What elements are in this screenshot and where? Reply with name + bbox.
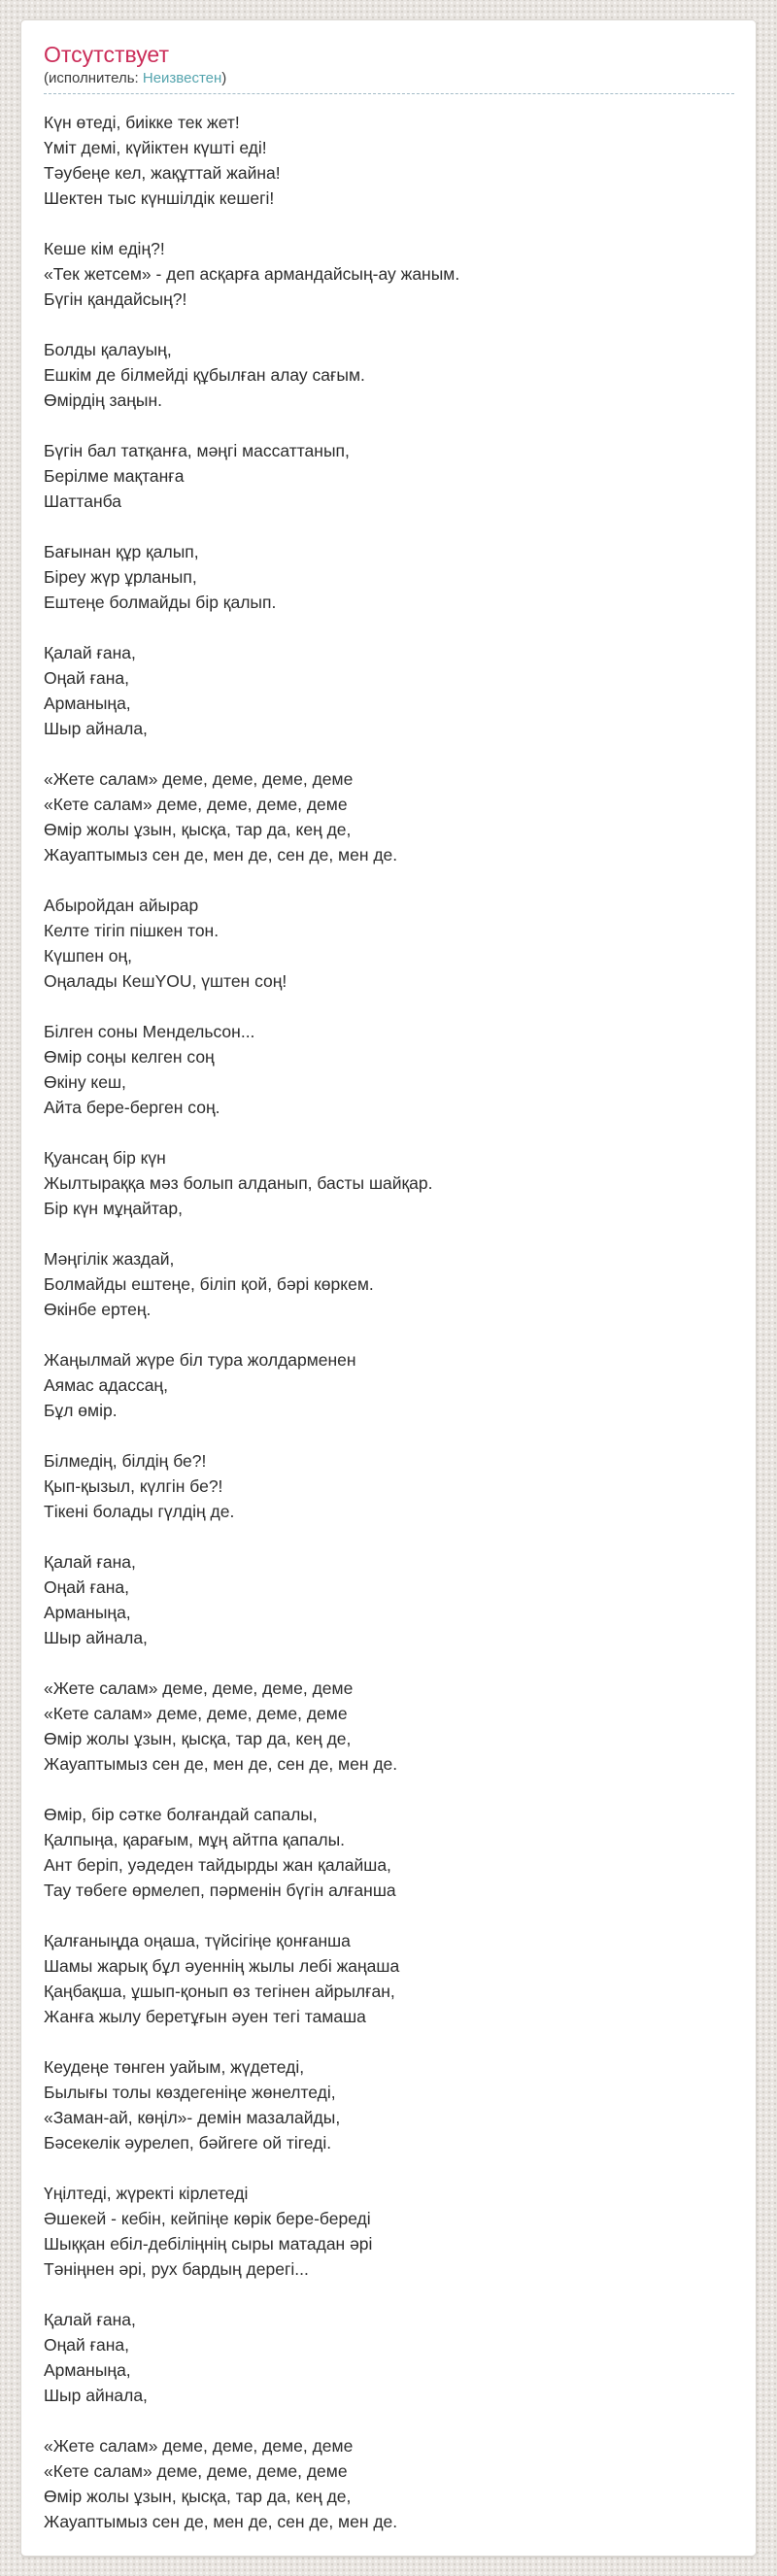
lyric-line: Арманыңа, xyxy=(44,2360,131,2380)
stanza xyxy=(44,539,734,615)
lyric-line: Бір күн мұңайтар, xyxy=(44,1199,183,1218)
lyric-line: Өкінбе ертең. xyxy=(44,1300,152,1319)
stanza xyxy=(44,1802,734,1903)
lyric-line: Ешкім де білмейді құбылған алау сағым. xyxy=(44,365,365,385)
lyric-line: Айта бере-берген соң. xyxy=(44,1098,220,1117)
lyric-line: Өмір жолы ұзын, қысқа, тар да, кең де, xyxy=(44,1729,352,1748)
lyric-line: «Заман-ай, көңіл»- демін мазалайды, xyxy=(44,2108,341,2127)
lyric-line: Бәсекелік әурелеп, бәйгеге ой тігеді. xyxy=(44,2133,332,2152)
lyric-line: Қалай ғана, xyxy=(44,2310,136,2329)
lyric-line: Жауаптымыз сен де, мен де, сен де, мен де. xyxy=(44,2512,398,2531)
lyric-line: Арманыңа, xyxy=(44,694,131,713)
lyric-line: Абыройдан айырар xyxy=(44,896,199,915)
lyric-line: Қалай ғана, xyxy=(44,1552,136,1572)
stanza xyxy=(44,2054,734,2155)
stanza xyxy=(44,1019,734,1120)
lyric-line: Үміт демі, күйіктен күшті еді! xyxy=(44,138,267,157)
lyric-line: Келте тігіп пішкен тон. xyxy=(44,921,220,940)
lyric-line: «Кете салам» деме, деме, деме, деме xyxy=(44,2461,348,2481)
lyric-line: Аямас адассаң, xyxy=(44,1375,168,1395)
lyric-line: Оңай ғана, xyxy=(44,1577,130,1597)
lyric-line: Жанға жылу беретұғын әуен тегі тамаша xyxy=(44,2007,366,2026)
lyric-line: Ештеңе болмайды бір қалып. xyxy=(44,593,277,612)
lyric-line: Ант беріп, уәдеден тайдырды жан қалайша, xyxy=(44,1855,391,1875)
lyric-line: Жылтыраққа мәз болып алданып, басты шайқар. xyxy=(44,1173,433,1193)
lyric-line: Жауаптымыз сен де, мен де, сен де, мен де. xyxy=(44,845,398,864)
lyric-line: Бүгін қандайсың?! xyxy=(44,289,187,309)
lyric-line: Шыр айнала, xyxy=(44,1628,148,1647)
artist-label-suffix: ) xyxy=(221,70,227,86)
lyric-line: Өмір, бір сәтке болғандай сапалы, xyxy=(44,1805,318,1824)
stanza xyxy=(44,236,734,312)
lyric-line: Тікені болады гүлдің де. xyxy=(44,1502,235,1521)
lyric-line: Шыр айнала, xyxy=(44,2386,148,2405)
lyric-line: «Кете салам» деме, деме, деме, деме xyxy=(44,1704,348,1723)
lyric-line: Оңай ғана, xyxy=(44,2335,130,2355)
lyric-line: «Жете салам» деме, деме, деме, деме xyxy=(44,769,354,789)
lyric-line: Күн өтеді, биікке тек жет! xyxy=(44,113,240,132)
lyric-line: Мәңгілік жаздай, xyxy=(44,1249,175,1269)
artist-link[interactable]: Неизвестен xyxy=(142,70,222,86)
stanza xyxy=(44,1145,734,1221)
stanza xyxy=(44,1246,734,1322)
stanza xyxy=(44,2307,734,2408)
stanza xyxy=(44,1549,734,1650)
lyric-line: Шамы жарық бұл әуеннің жылы лебі жаңаша xyxy=(44,1956,400,1976)
lyric-line: Жаңылмай жүре біл тура жолдарменен xyxy=(44,1350,356,1370)
lyric-line: Біреу жүр ұрланып, xyxy=(44,567,197,587)
lyrics xyxy=(44,110,734,2534)
lyric-line: Өмірдің заңын. xyxy=(44,390,163,410)
lyric-line: Өмір жолы ұзын, қысқа, тар да, кең де, xyxy=(44,820,352,839)
lyric-line: Бүгін бал татқанға, мәңгі массаттанып, xyxy=(44,441,350,460)
lyric-line: Күшпен оң, xyxy=(44,946,132,966)
lyric-line: Шыққан ебіл-дебіліңнің сыры матадан әрі xyxy=(44,2234,373,2254)
lyric-line: Былығы толы көздегеніңе жөнелтеді, xyxy=(44,2083,336,2102)
lyric-line: «Жете салам» деме, деме, деме, деме xyxy=(44,1678,354,1698)
lyric-line: Берілме мақтанға xyxy=(44,466,185,486)
lyric-line: Болмайды ештеңе, біліп қой, бәрі көркем. xyxy=(44,1274,374,1294)
stanza xyxy=(44,337,734,413)
stanza xyxy=(44,1448,734,1524)
stanza xyxy=(44,893,734,994)
lyric-line: Шаттанба xyxy=(44,491,121,511)
lyric-line: Кеше кім едің?! xyxy=(44,239,165,258)
stanza xyxy=(44,2181,734,2282)
stanza xyxy=(44,1928,734,2029)
lyric-line: Кеудеңе төнген уайым, жүдетеді, xyxy=(44,2057,305,2077)
card-inner xyxy=(21,20,756,2534)
lyric-line: Өмір соңы келген соң xyxy=(44,1047,215,1067)
stanza xyxy=(44,110,734,211)
lyric-line: Бағынан құр қалып, xyxy=(44,542,199,561)
lyric-line: Шыр айнала, xyxy=(44,719,148,738)
lyric-line: Білген соны Мендельсон... xyxy=(44,1022,255,1041)
artist-label-prefix: (исполнитель: xyxy=(44,70,143,86)
lyric-line: «Тек жетсем» - деп асқарға армандайсың-ау жаным. xyxy=(44,264,460,284)
lyric-line: Қаңбақша, ұшып-қонып өз тегінен айрылған, xyxy=(44,1982,395,2001)
stanza xyxy=(44,1347,734,1423)
page-title: Отсутствует xyxy=(44,42,169,67)
lyric-line: Жауаптымыз сен де, мен де, сен де, мен де. xyxy=(44,1754,398,1774)
lyric-line: Бұл өмір. xyxy=(44,1401,118,1420)
lyric-line: Оңалады КешYOU, үштен соң! xyxy=(44,971,287,991)
lyric-line: Өкіну кеш, xyxy=(44,1072,126,1092)
lyric-line: Өмір жолы ұзын, қысқа, тар да, кең де, xyxy=(44,2487,352,2506)
lyric-line: Білмедің, білдің бе?! xyxy=(44,1451,207,1471)
lyric-line: Қалай ғана, xyxy=(44,643,136,662)
stanza xyxy=(44,640,734,741)
artist-line xyxy=(44,69,734,94)
stanza xyxy=(44,766,734,867)
lyric-line: Шектен тыс күншілдік кешегі! xyxy=(44,188,275,208)
lyric-line: Қалпыңа, қарағым, мұң айтпа қапалы. xyxy=(44,1830,346,1849)
lyric-line: Тәніңнен әрі, рух бардың дерегі... xyxy=(44,2259,309,2279)
lyric-line: Әшекей - кебін, кейпіңе көрік бере-береді xyxy=(44,2209,371,2228)
lyric-line: Оңай ғана, xyxy=(44,668,130,688)
lyric-line: Арманыңа, xyxy=(44,1603,131,1622)
lyric-line: «Жете салам» деме, деме, деме, деме xyxy=(44,2436,354,2456)
stanza xyxy=(44,1676,734,1777)
lyric-line: «Кете салам» деме, деме, деме, деме xyxy=(44,795,348,814)
lyric-line: Үңілтеді, жүректі кірлетеді xyxy=(44,2184,249,2203)
lyric-line: Қып-қызыл, күлгін бе?! xyxy=(44,1476,223,1496)
lyric-line: Тау төбеге өрмелеп, пәрменін бүгін алғанша xyxy=(44,1881,396,1900)
lyric-line: Болды қалауың, xyxy=(44,340,172,359)
lyric-line: Қалғаныңда оңаша, түйсігіңе қонғанша xyxy=(44,1931,351,1950)
lyric-line: Қуансаң бір күн xyxy=(44,1148,166,1168)
lyric-line: Тәубеңе кел, жақұттай жайна! xyxy=(44,163,281,183)
stanza xyxy=(44,438,734,514)
stanza xyxy=(44,2433,734,2534)
content-card xyxy=(20,19,757,2557)
